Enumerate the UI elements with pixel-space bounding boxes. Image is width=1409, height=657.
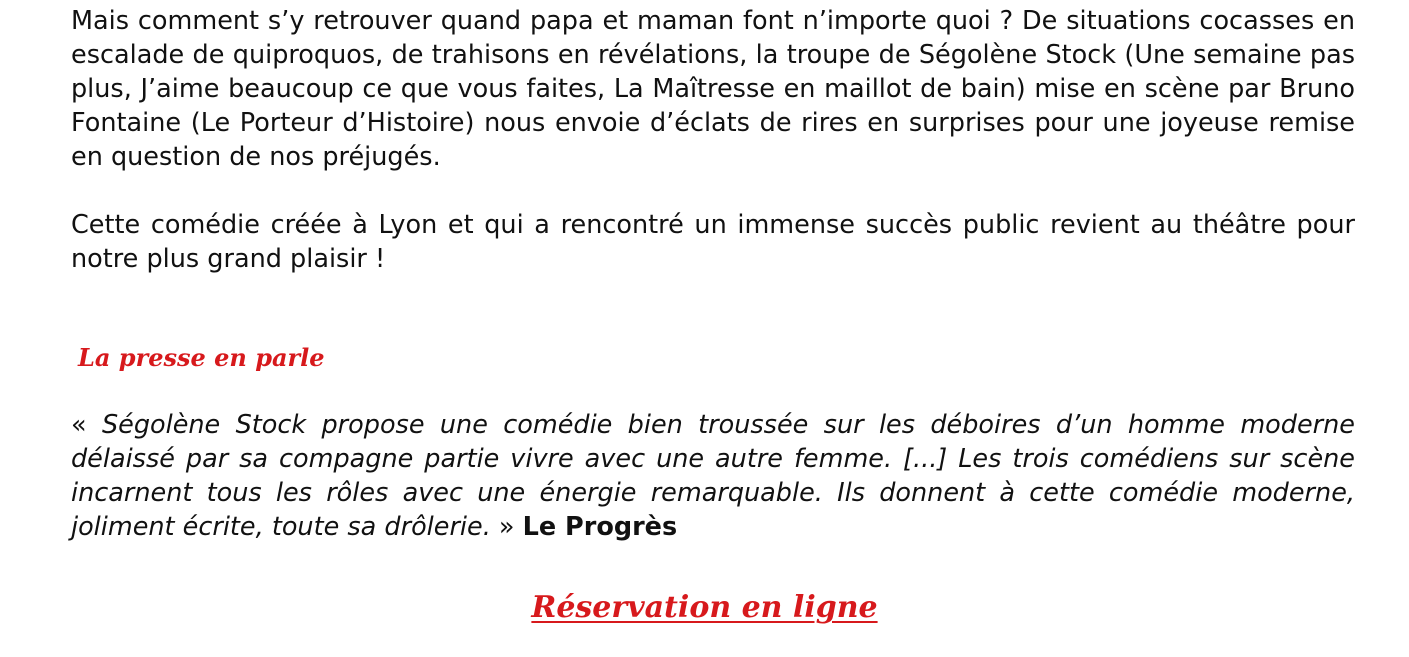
article-body <box>71 4 1355 276</box>
reservation-link[interactable]: Réservation en ligne <box>531 590 878 625</box>
press-source: Le Progrès <box>522 512 678 542</box>
press-quote-text: Ségolène Stock propose une comédie bien troussée sur les déboires d’un homme moderne délaissé par sa compagne partie vivre avec une autre femme. [...] Les trois comédiens sur scène incarnent tous les rôles avec une énergie remarquable. Ils donnent à cette comédie moderne, joliment écrite, toute sa drôlerie. <box>71 410 1355 542</box>
close-quote-mark: » <box>490 512 523 542</box>
success-paragraph: Cette comédie créée à Lyon et qui a rencontré un immense succès public revient au théâtre pour notre plus grand plaisir ! <box>71 210 1355 274</box>
description-paragraph: Mais comment s’y retrouver quand papa et maman font n’importe quoi ? De situations cocasses en escalade de quiproquos, de trahisons en révélations, la troupe de Ségolène Stock (Une semaine pas plus, J’aime beaucoup ce que vous faites, La Maîtresse en maillot de bain) mise en scène par Bruno Fontaine (Le Porteur d’Histoire) nous envoie d’éclats de rires en surprises pour une joyeuse remise en question de nos préjugés. <box>71 6 1355 172</box>
reservation-container <box>0 588 1409 628</box>
press-quote <box>71 408 1355 544</box>
press-heading: La presse en parle <box>78 343 325 372</box>
open-quote-mark: « <box>71 410 102 440</box>
